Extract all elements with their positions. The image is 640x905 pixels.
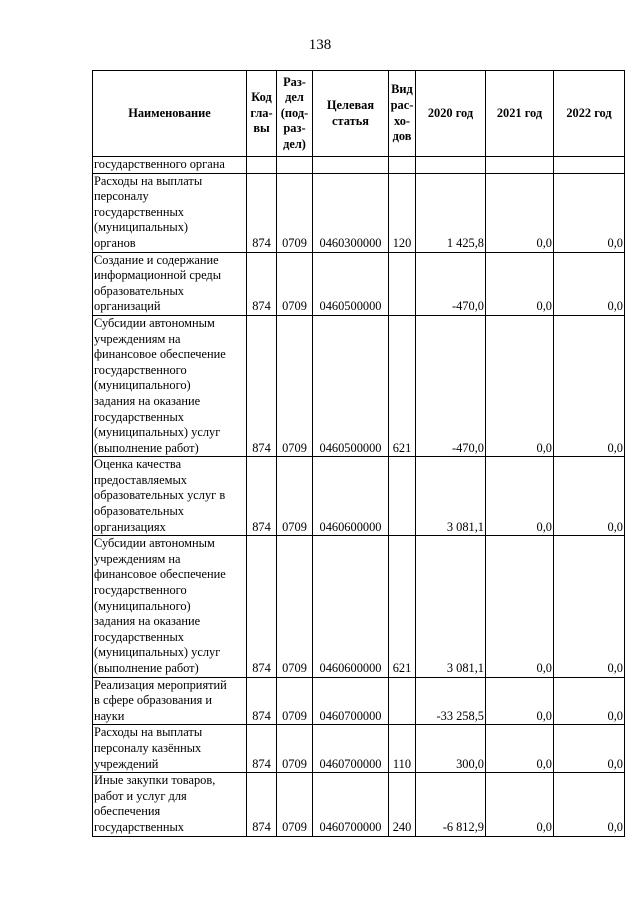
row-2021: 0,0 [486, 173, 554, 252]
row-2021: 0,0 [486, 315, 554, 456]
table-row [93, 252, 625, 315]
row-2020: -6 812,9 [416, 773, 486, 836]
row-2022: 0,0 [554, 536, 625, 677]
row-code: 874 [247, 725, 277, 773]
table-row [93, 315, 625, 456]
header-2021: 2021 год [486, 71, 554, 157]
row-code: 874 [247, 173, 277, 252]
row-2020: -470,0 [416, 252, 486, 315]
row-name: Расходы на выплаты персоналу казённых учреждений [93, 725, 247, 773]
table-row [93, 157, 625, 174]
row-target: 0460700000 [313, 725, 389, 773]
row-code: 874 [247, 457, 277, 536]
row-target: 0460600000 [313, 536, 389, 677]
table-row [93, 677, 625, 725]
header-row [93, 71, 625, 157]
row-code: 874 [247, 536, 277, 677]
row-name: Субсидии автономным учреждениям на финансовое обеспечение государственного (муниципального) задания на оказание государственных (муниципальных) услуг (выполнение работ) [93, 315, 247, 456]
row-section: 0709 [277, 677, 313, 725]
page-number: 138 [308, 37, 332, 53]
header-code: Код гла- вы [247, 71, 277, 157]
header-section: Раз- дел (под- раз- дел) [277, 71, 313, 157]
row-section: 0709 [277, 173, 313, 252]
row-name: Реализация мероприятий в сфере образования и науки [93, 677, 247, 725]
row-2022: 0,0 [554, 252, 625, 315]
row-type [389, 252, 416, 315]
budget-table [92, 70, 625, 837]
row-2022: 0,0 [554, 773, 625, 836]
row-2021 [486, 157, 554, 174]
table-row [93, 773, 625, 836]
row-name: Расходы на выплаты персоналу государственных (муниципальных) органов [93, 173, 247, 252]
row-type: 621 [389, 536, 416, 677]
row-code: 874 [247, 773, 277, 836]
row-2020: -470,0 [416, 315, 486, 456]
row-2022: 0,0 [554, 725, 625, 773]
row-type: 240 [389, 773, 416, 836]
row-type [389, 677, 416, 725]
row-target: 0460500000 [313, 252, 389, 315]
row-2020: 1 425,8 [416, 173, 486, 252]
row-section: 0709 [277, 725, 313, 773]
row-section: 0709 [277, 252, 313, 315]
row-type [389, 157, 416, 174]
row-2021: 0,0 [486, 536, 554, 677]
row-type: 621 [389, 315, 416, 456]
row-name: Иные закупки товаров, работ и услуг для обеспечения государственных [93, 773, 247, 836]
table-row [93, 457, 625, 536]
row-2021: 0,0 [486, 457, 554, 536]
row-name: Создание и содержание информационной среды образовательных организаций [93, 252, 247, 315]
row-2020: 3 081,1 [416, 457, 486, 536]
row-2022 [554, 157, 625, 174]
row-name: государственного органа [93, 157, 247, 174]
row-target: 0460700000 [313, 773, 389, 836]
header-target: Целевая статья [313, 71, 389, 157]
row-2021: 0,0 [486, 773, 554, 836]
row-code [247, 157, 277, 174]
table-row [93, 173, 625, 252]
row-section: 0709 [277, 536, 313, 677]
row-2021: 0,0 [486, 677, 554, 725]
row-2020: 300,0 [416, 725, 486, 773]
table-row [93, 536, 625, 677]
row-2020: 3 081,1 [416, 536, 486, 677]
row-2020: -33 258,5 [416, 677, 486, 725]
row-section: 0709 [277, 457, 313, 536]
header-2020: 2020 год [416, 71, 486, 157]
row-code: 874 [247, 252, 277, 315]
row-section [277, 157, 313, 174]
header-type: Вид рас- хо- дов [389, 71, 416, 157]
table-row [93, 725, 625, 773]
row-name: Оценка качества предоставляемых образовательных услуг в образовательных организациях [93, 457, 247, 536]
row-type: 120 [389, 173, 416, 252]
row-target: 0460500000 [313, 315, 389, 456]
row-code: 874 [247, 315, 277, 456]
row-2022: 0,0 [554, 677, 625, 725]
header-2022: 2022 год [554, 71, 625, 157]
row-target: 0460600000 [313, 457, 389, 536]
row-target: 0460700000 [313, 677, 389, 725]
row-2022: 0,0 [554, 173, 625, 252]
header-name: Наименование [93, 71, 247, 157]
row-type [389, 457, 416, 536]
row-type: 110 [389, 725, 416, 773]
row-target [313, 157, 389, 174]
row-2022: 0,0 [554, 457, 625, 536]
row-2021: 0,0 [486, 725, 554, 773]
row-2021: 0,0 [486, 252, 554, 315]
row-section: 0709 [277, 315, 313, 456]
row-2022: 0,0 [554, 315, 625, 456]
row-section: 0709 [277, 773, 313, 836]
row-target: 0460300000 [313, 173, 389, 252]
row-name: Субсидии автономным учреждениям на финансовое обеспечение государственного (муниципального) задания на оказание государственных (муниципальных) услуг (выполнение работ) [93, 536, 247, 677]
row-2020 [416, 157, 486, 174]
row-code: 874 [247, 677, 277, 725]
